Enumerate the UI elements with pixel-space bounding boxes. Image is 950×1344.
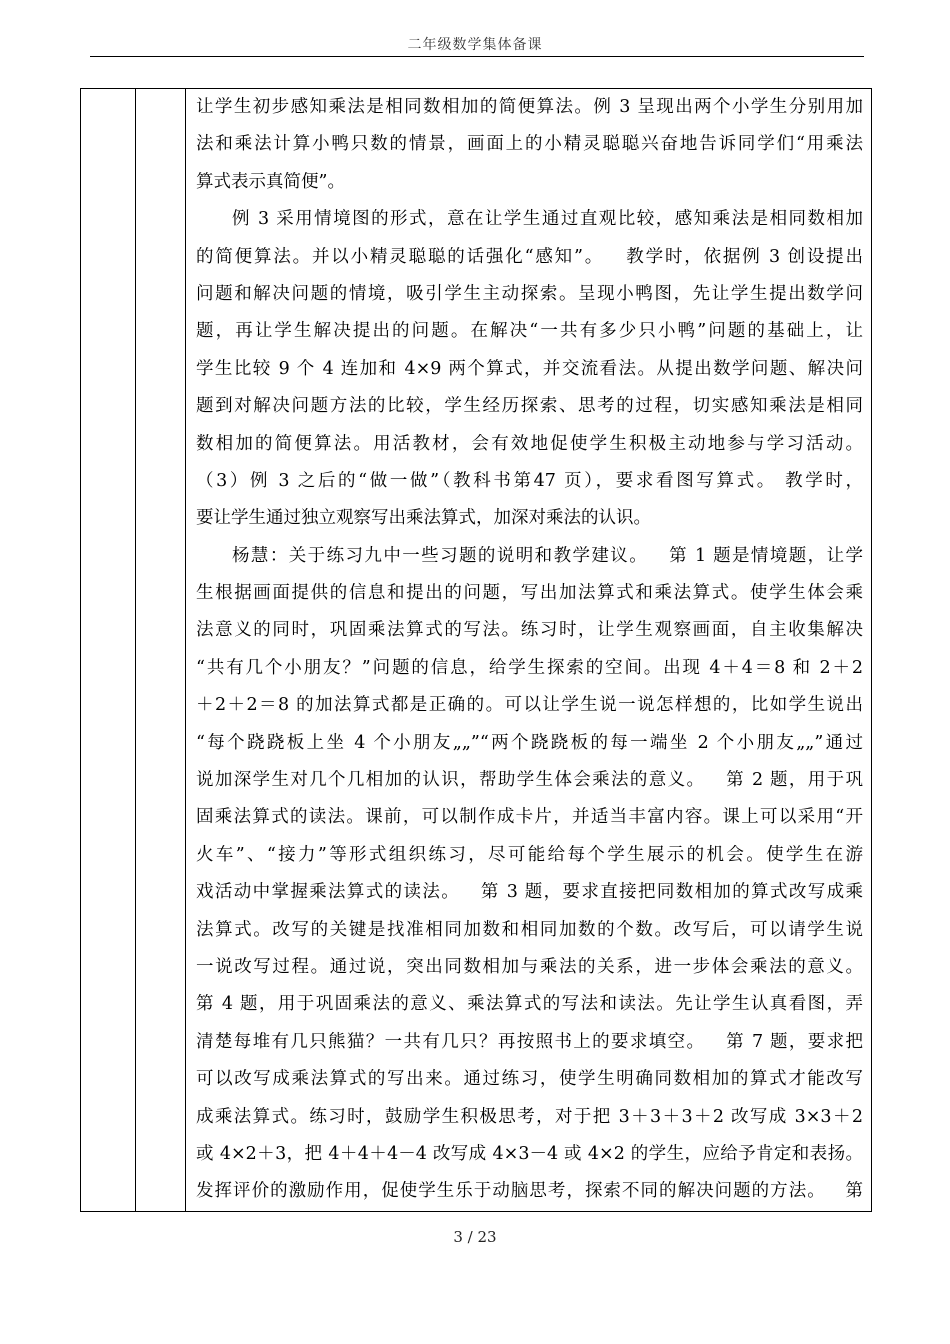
text-line: （3）例 3 之后的“做一做”（教科书第47 页），要求看图写算式。 教学时， (196, 470, 863, 491)
text-line: 的简便算法。并以小精灵聪聪的话强化“感知”。 教学时，依据例 3 创设提出 (196, 246, 863, 267)
text-line: 题，再让学生解决提出的问题。在解决“一共有多少只小鸭”问题的基础上，让 (196, 321, 863, 342)
page-header-title: 二年级数学集体备课 (407, 37, 543, 53)
text-line: 问题和解决问题的情境，吸引学生主动探索。呈现小鸭图，先让学生提出数学问 (196, 283, 863, 304)
text-line: 第 4 题，用于巩固乘法的意义、乘法算式的写法和读法。先让学生认真看图，弄 (196, 994, 863, 1015)
text-line: 数相加的简便算法。用活教材，会有效地促使学生积极主动地参与学习活动。 (196, 433, 863, 454)
lesson-plan-table (80, 88, 872, 1212)
header-divider (90, 56, 864, 57)
text-line: 杨慧：关于练习九中一些习题的说明和教学建议。 第 1 题是情境题，让学 (232, 545, 863, 566)
text-line: 法算式。改写的关键是找准相同加数和相同加数的个数。改写后，可以请学生说 (196, 919, 863, 940)
text-line: 成乘法算式。练习时，鼓励学生积极思考，对于把 3＋3＋3＋2 改写成 3×3＋2 (196, 1106, 863, 1127)
text-line: ＋2＋2＝8 的加法算式都是正确的。可以让学生说一说怎样想的，比如学生说出 (196, 695, 863, 716)
text-line: 算式表示真简便”。 (196, 171, 345, 192)
text-line: 例 3 采用情境图的形式，意在让学生通过直观比较，感知乘法是相同数相加 (232, 209, 863, 230)
text-line: 或 4×2＋3，把 4＋4＋4－4 改写成 4×3－4 或 4×2 的学生，应给予肯定和表扬。 (196, 1143, 863, 1164)
page-number: 3 / 23 (453, 1228, 497, 1246)
text-line: “共有几个小朋友？”问题的信息，给学生探索的空间。出现 4＋4＝8 和 2＋2 (196, 657, 863, 678)
text-line: 火车”、“接力”等形式组织练习，尽可能给每个学生展示的机会。使学生在游 (196, 844, 863, 865)
text-line: 法和乘法计算小鸭只数的情景，画面上的小精灵聪聪兴奋地告诉同学们“用乘法 (196, 134, 863, 155)
text-line: 法意义的同时，巩固乘法算式的写法。练习时，让学生观察画面，自主收集解决 (196, 620, 863, 641)
table-column-divider-2 (185, 89, 186, 1211)
text-line: 题到对解决问题方法的比较，学生经历探索、思考的过程，切实感知乘法是相同 (196, 396, 863, 417)
text-line: 说加深学生对几个几相加的认识，帮助学生体会乘法的意义。 第 2 题，用于巩 (196, 770, 863, 791)
text-line: 固乘法算式的读法。课前，可以制作成卡片，并适当丰富内容。课上可以采用“开 (196, 807, 863, 828)
text-line: 一说改写过程。通过说，突出同数相加与乘法的关系，进一步体会乘法的意义。 (196, 956, 863, 977)
text-line: 生根据画面提供的信息和提出的问题，写出加法算式和乘法算式。使学生体会乘 (196, 583, 863, 604)
text-line: 学生比较 9 个 4 连加和 4×9 两个算式，并交流看法。从提出数学问题、解决问 (196, 358, 863, 379)
table-column-divider-1 (135, 89, 136, 1211)
text-line: “每个跷跷板上坐 4 个小朋友„„”“两个跷跷板的每一端坐 2 个小朋友„„”通过 (196, 732, 863, 753)
text-line: 要让学生通过独立观察写出乘法算式，加深对乘法的认识。 (196, 508, 651, 529)
text-line: 让学生初步感知乘法是相同数相加的简便算法。例 3 呈现出两个小学生分别用加 (196, 97, 863, 117)
table-content-cell (196, 89, 863, 1211)
text-line: 清楚每堆有几只熊猫？一共有几只？再按照书上的要求填空。 第 7 题，要求把 (196, 1031, 863, 1052)
text-line: 可以改写成乘法算式的写出来。通过练习，使学生明确同数相加的算式才能改写 (196, 1069, 863, 1090)
text-line: 戏活动中掌握乘法算式的读法。 第 3 题，要求直接把同数相加的算式改写成乘 (196, 882, 863, 903)
text-line: 发挥评价的激励作用，促使学生乐于动脑思考，探索不同的解决问题的方法。 第 (196, 1181, 863, 1202)
